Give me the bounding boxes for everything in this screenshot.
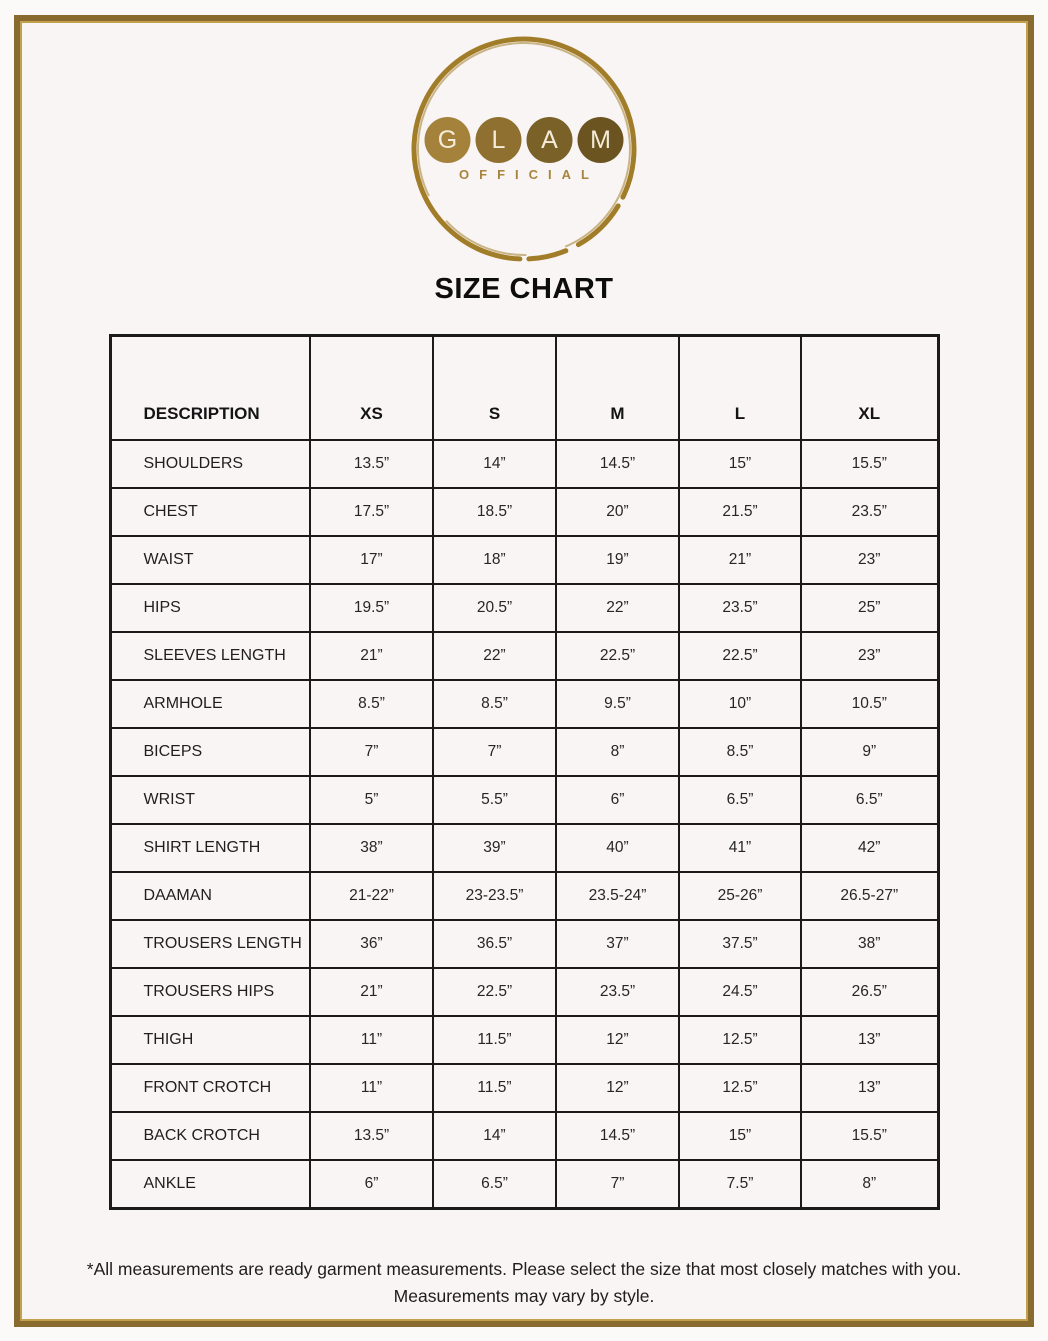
cell-xl: 23.5” bbox=[801, 488, 938, 536]
cell-l: 22.5” bbox=[679, 632, 801, 680]
table-row bbox=[110, 920, 938, 968]
cell-m: 40” bbox=[556, 824, 679, 872]
cell-l: 8.5” bbox=[679, 728, 801, 776]
cell-xl: 23” bbox=[801, 536, 938, 584]
header-l: L bbox=[679, 336, 801, 441]
table-row bbox=[110, 632, 938, 680]
table-row bbox=[110, 488, 938, 536]
row-label: DAAMAN bbox=[110, 872, 310, 920]
cell-s: 8.5” bbox=[433, 680, 556, 728]
cell-xs: 6” bbox=[310, 1160, 433, 1209]
row-label: WAIST bbox=[110, 536, 310, 584]
cell-xs: 13.5” bbox=[310, 440, 433, 488]
cell-m: 12” bbox=[556, 1064, 679, 1112]
row-label: BICEPS bbox=[110, 728, 310, 776]
cell-s: 7” bbox=[433, 728, 556, 776]
table-row bbox=[110, 872, 938, 920]
cell-l: 21.5” bbox=[679, 488, 801, 536]
row-label: FRONT CROTCH bbox=[110, 1064, 310, 1112]
logo-subtitle: OFFICIAL bbox=[459, 167, 599, 182]
cell-xl: 26.5” bbox=[801, 968, 938, 1016]
cell-xl: 6.5” bbox=[801, 776, 938, 824]
header-xl: XL bbox=[801, 336, 938, 441]
cell-xl: 9” bbox=[801, 728, 938, 776]
logo-letter: M bbox=[590, 125, 611, 154]
cell-m: 14.5” bbox=[556, 1112, 679, 1160]
cell-xs: 19.5” bbox=[310, 584, 433, 632]
brand-logo bbox=[408, 33, 640, 265]
row-label: SHOULDERS bbox=[110, 440, 310, 488]
cell-l: 24.5” bbox=[679, 968, 801, 1016]
logo-letter: G bbox=[437, 125, 458, 154]
cell-l: 12.5” bbox=[679, 1016, 801, 1064]
cell-xs: 17.5” bbox=[310, 488, 433, 536]
measurement-note bbox=[22, 1256, 1026, 1310]
table-row bbox=[110, 536, 938, 584]
table-row bbox=[110, 1160, 938, 1209]
cell-xs: 21” bbox=[310, 968, 433, 1016]
cell-m: 23.5” bbox=[556, 968, 679, 1016]
logo-letter: A bbox=[541, 125, 558, 154]
cell-s: 20.5” bbox=[433, 584, 556, 632]
cell-xl: 15.5” bbox=[801, 1112, 938, 1160]
decorative-frame bbox=[14, 15, 1034, 1327]
cell-s: 23-23.5” bbox=[433, 872, 556, 920]
table-row bbox=[110, 776, 938, 824]
table-row bbox=[110, 440, 938, 488]
cell-s: 36.5” bbox=[433, 920, 556, 968]
cell-xs: 11” bbox=[310, 1016, 433, 1064]
cell-s: 39” bbox=[433, 824, 556, 872]
cell-m: 37” bbox=[556, 920, 679, 968]
logo-letter: L bbox=[491, 125, 506, 154]
cell-xl: 15.5” bbox=[801, 440, 938, 488]
cell-xs: 21-22” bbox=[310, 872, 433, 920]
table-row bbox=[110, 1064, 938, 1112]
cell-xs: 17” bbox=[310, 536, 433, 584]
cell-s: 14” bbox=[433, 440, 556, 488]
cell-xl: 13” bbox=[801, 1064, 938, 1112]
header-row bbox=[110, 336, 938, 441]
cell-xl: 42” bbox=[801, 824, 938, 872]
cell-m: 22.5” bbox=[556, 632, 679, 680]
cell-s: 11.5” bbox=[433, 1016, 556, 1064]
cell-xl: 26.5-27” bbox=[801, 872, 938, 920]
header-xs: XS bbox=[310, 336, 433, 441]
cell-xl: 23” bbox=[801, 632, 938, 680]
cell-m: 14.5” bbox=[556, 440, 679, 488]
table-row bbox=[110, 728, 938, 776]
cell-xl: 8” bbox=[801, 1160, 938, 1209]
table-row bbox=[110, 1016, 938, 1064]
cell-s: 5.5” bbox=[433, 776, 556, 824]
cell-m: 8” bbox=[556, 728, 679, 776]
cell-xs: 36” bbox=[310, 920, 433, 968]
cell-l: 7.5” bbox=[679, 1160, 801, 1209]
cell-s: 18.5” bbox=[433, 488, 556, 536]
cell-xs: 21” bbox=[310, 632, 433, 680]
row-label: THIGH bbox=[110, 1016, 310, 1064]
cell-s: 22” bbox=[433, 632, 556, 680]
row-label: WRIST bbox=[110, 776, 310, 824]
cell-l: 15” bbox=[679, 440, 801, 488]
cell-m: 19” bbox=[556, 536, 679, 584]
cell-xl: 25” bbox=[801, 584, 938, 632]
table-row bbox=[110, 824, 938, 872]
table-row bbox=[110, 584, 938, 632]
cell-l: 25-26” bbox=[679, 872, 801, 920]
logo-letter-circle bbox=[578, 117, 624, 163]
row-label: TROUSERS LENGTH bbox=[110, 920, 310, 968]
size-chart-table bbox=[109, 334, 940, 1210]
header-s: S bbox=[433, 336, 556, 441]
row-label: ANKLE bbox=[110, 1160, 310, 1209]
cell-m: 6” bbox=[556, 776, 679, 824]
cell-s: 14” bbox=[433, 1112, 556, 1160]
cell-xs: 8.5” bbox=[310, 680, 433, 728]
cell-s: 22.5” bbox=[433, 968, 556, 1016]
cell-s: 18” bbox=[433, 536, 556, 584]
cell-xs: 11” bbox=[310, 1064, 433, 1112]
table-row bbox=[110, 968, 938, 1016]
table-row bbox=[110, 680, 938, 728]
row-label: SHIRT LENGTH bbox=[110, 824, 310, 872]
logo-letter-circle bbox=[425, 117, 471, 163]
cell-m: 23.5-24” bbox=[556, 872, 679, 920]
measurement-note-line1: *All measurements are ready garment measurements. Please select the size that most closely matches with you. bbox=[86, 1259, 962, 1279]
page-title: SIZE CHART bbox=[434, 273, 614, 305]
cell-m: 9.5” bbox=[556, 680, 679, 728]
table-row bbox=[110, 1112, 938, 1160]
cell-l: 21” bbox=[679, 536, 801, 584]
cell-xl: 10.5” bbox=[801, 680, 938, 728]
cell-m: 22” bbox=[556, 584, 679, 632]
page-background bbox=[20, 21, 1028, 1321]
row-label: TROUSERS HIPS bbox=[110, 968, 310, 1016]
logo-letter-circle bbox=[527, 117, 573, 163]
cell-xs: 5” bbox=[310, 776, 433, 824]
cell-l: 37.5” bbox=[679, 920, 801, 968]
cell-m: 12” bbox=[556, 1016, 679, 1064]
row-label: CHEST bbox=[110, 488, 310, 536]
logo-letters bbox=[425, 117, 624, 163]
measurement-note-line2: Measurements may vary by style. bbox=[393, 1286, 655, 1307]
cell-xs: 38” bbox=[310, 824, 433, 872]
cell-s: 11.5” bbox=[433, 1064, 556, 1112]
cell-l: 41” bbox=[679, 824, 801, 872]
row-label: HIPS bbox=[110, 584, 310, 632]
header-m: M bbox=[556, 336, 679, 441]
cell-l: 10” bbox=[679, 680, 801, 728]
cell-l: 6.5” bbox=[679, 776, 801, 824]
cell-l: 12.5” bbox=[679, 1064, 801, 1112]
cell-xl: 13” bbox=[801, 1016, 938, 1064]
header-description: DESCRIPTION bbox=[110, 336, 310, 441]
cell-l: 15” bbox=[679, 1112, 801, 1160]
logo-letter-circle bbox=[476, 117, 522, 163]
cell-l: 23.5” bbox=[679, 584, 801, 632]
cell-s: 6.5” bbox=[433, 1160, 556, 1209]
row-label: SLEEVES LENGTH bbox=[110, 632, 310, 680]
cell-m: 20” bbox=[556, 488, 679, 536]
cell-xs: 7” bbox=[310, 728, 433, 776]
row-label: BACK CROTCH bbox=[110, 1112, 310, 1160]
cell-xl: 38” bbox=[801, 920, 938, 968]
cell-xs: 13.5” bbox=[310, 1112, 433, 1160]
cell-m: 7” bbox=[556, 1160, 679, 1209]
row-label: ARMHOLE bbox=[110, 680, 310, 728]
